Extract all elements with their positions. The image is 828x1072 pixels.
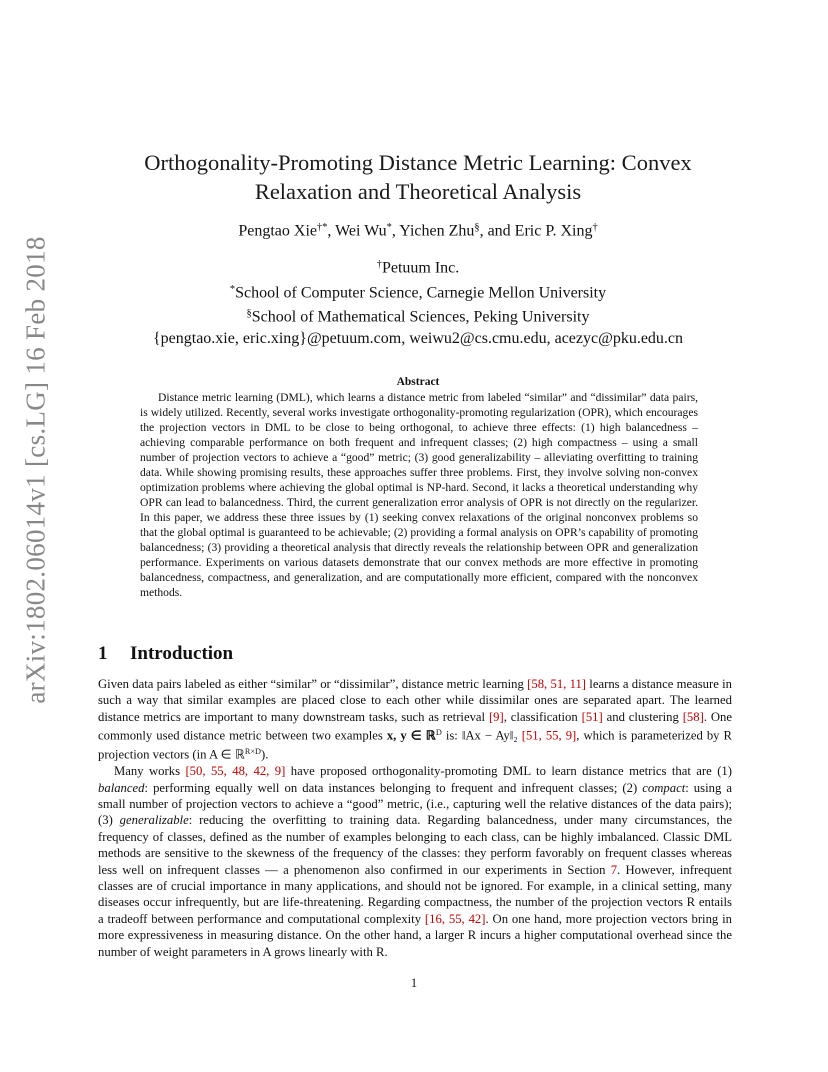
body-text-run: is: ‖Ax − Ay‖₂ [441, 728, 522, 743]
author-affiliation-mark: † [592, 222, 598, 233]
citation-link[interactable]: [51, 55, 9] [521, 728, 577, 743]
author-affiliation-mark: * [386, 222, 392, 233]
intro-paragraph-1 [98, 676, 732, 763]
body-text-run: : using a small number of projection vectors to achieve a “good” metric, (i.e., capturing well the relative distances of the data pairs); (3) [98, 780, 732, 828]
author-affiliation-mark: § [474, 222, 480, 233]
superscript-text: D [435, 728, 442, 738]
title-line-1: Orthogonality-Promoting Distance Metric Learning: Convex [144, 150, 692, 175]
author-separator: , [391, 222, 400, 240]
title-line-2: Relaxation and Theoretical Analysis [254, 179, 582, 204]
section-heading [98, 643, 233, 665]
author-affiliation-mark: †* [317, 222, 328, 233]
abstract-heading: Abstract [396, 376, 440, 388]
author-emails: {pengtao.xie, eric.xing}@petuum.com, weiwu2@cs.cmu.edu, acezyc@pku.edu.cn [152, 330, 684, 348]
citation-link[interactable]: [58, 51, 11] [527, 677, 587, 691]
arxiv-identifier-text: arXiv:1802.06014v1 [cs.LG] 16 Feb 2018 [20, 236, 51, 704]
body-text-run: . One commonly used distance metric between two examples [98, 709, 733, 743]
affiliation-text: School of Computer Science, Carnegie Mellon University [235, 284, 607, 302]
affiliation-line [118, 279, 718, 304]
citation-link[interactable]: [51] [581, 709, 603, 724]
author-name: Yichen Zhu [399, 222, 475, 240]
affiliation-text: School of Mathematical Sciences, Peking University [251, 309, 590, 327]
body-text-run: . On one hand, more projection vectors bring in more expressiveness in measuring distance. On the other hand, a larger R incurs a higher computational overhead since the number of weight parameters in A grows linearly with R. [98, 911, 732, 959]
author-name: Eric P. Xing [514, 222, 593, 240]
superscript-text: R×D [244, 747, 262, 757]
body-text-run: , classification [503, 709, 582, 724]
citation-link[interactable]: 7 [610, 862, 618, 877]
citation-link[interactable]: [58] [682, 709, 704, 724]
abstract-text: Distance metric learning (DML), which learns a distance metric from labeled “similar” and “dissimilar” data pairs, is widely utilized. Recently, several works investigate orthogonality-promoting regularization (OPR), which encourages the projection vectors in DML to be close to being orthogonal, to achieve three effects: (1) high balancedness – achieving comparable performance on both frequent and infrequent classes; (2) high compactness – using a small number of projection vectors to achieve a “good” metric; (3) good generalizability – alleviating overfitting to training data. While showing promising results, these approaches suffer three problems. First, they involve solving non-convex optimization problems where achieving the global optimal is NP-hard. Second, it lacks a theoretical understanding why OPR can lead to balancedness. Third, the current generalization error analysis of OPR is not directly on the regularizer. In this paper, we address these three issues by (1) seeking convex relaxations of the original nonconvex problems so that the global optimal is guaranteed to be achievable; (2) providing a formal analysis on OPR’s capability of promoting balancedness; (3) providing a theoretical analysis that directly reveals the relationship between OPR and generalization performance. Experiments on various datasets demonstrate that our convex methods are more effective in promoting balancedness, compactness, and generalization, and are computationally more efficient, compared with the nonconvex methods. [140, 391, 698, 599]
body-text-run: balanced [98, 780, 145, 795]
paper-title [118, 148, 718, 206]
body-text-run: generalizable [119, 813, 189, 828]
intro-paragraph-2 [98, 763, 732, 960]
affiliation-text: Petuum Inc. [381, 259, 460, 277]
introduction-body [98, 676, 732, 960]
author-name: Wei Wu [335, 222, 387, 240]
body-text-run: Many works [114, 764, 186, 779]
affiliations [118, 254, 718, 349]
body-text-run: : performing equally well on data instances belonging to frequent and infrequent classes; (2) [144, 780, 643, 795]
affiliation-mark: § [246, 308, 252, 320]
section-title-text: Introduction [130, 643, 234, 664]
citation-link[interactable]: [16, 55, 42] [424, 911, 486, 926]
page-number: 1 [410, 976, 418, 990]
body-text-run: Given data pairs labeled as either “similar” or “dissimilar”, distance metric learning [98, 677, 528, 691]
affiliation-mark: † [376, 259, 382, 270]
author-name: Pengtao Xie [238, 222, 317, 240]
body-text-run: , which is parameterized by R projection vectors (in A ∈ ℝ [98, 728, 732, 762]
affiliation-mark: * [229, 283, 236, 295]
body-text-run: ). [261, 747, 269, 762]
body-text-run: learns a distance measure in such a way that similar examples are placed close to each other while dissimilar ones are separated apart. The learned distance metrics are important to many downstream tasks, such as retrieval [98, 677, 732, 724]
citation-link[interactable]: [9] [488, 709, 504, 724]
author-separator: , and [479, 222, 515, 240]
body-text-run: x, y ∈ ℝ [386, 728, 436, 743]
author-separator: , [327, 222, 336, 240]
body-text-run: compact [642, 780, 686, 795]
body-text-run: have proposed orthogonality-promoting DML to learn distance metrics that are (1) [285, 764, 732, 779]
body-text-run: and clustering [602, 709, 683, 724]
author-list [118, 222, 718, 241]
affiliation-line [118, 303, 718, 328]
arxiv-identifier [14, 0, 58, 1072]
section-number: 1 [98, 643, 108, 664]
body-text-run: : reducing the overfitting to training data. Regarding balancedness, under many circumstances, the frequency of classes, defined as the number of examples belonging to each class, can be highly imbalanced. Classic DML methods are sensitive to the skewness of the frequency of the classes: they perform favorably on frequent classes whereas less well on infrequent classes — a phenomenon also confirmed in our experiments in Section [98, 813, 732, 877]
affiliation-line [118, 254, 718, 279]
citation-link[interactable]: [50, 55, 48, 42, 9] [185, 764, 286, 779]
body-text-run: . However, infrequent classes are of crucial importance in many applications, and should not be ignored. For example, in a clinical setting, many diseases occur infrequently, but are life-threatening. Regarding compactness, the number of the projection vectors R entails a tradeoff between performance and computational complexity [98, 862, 733, 926]
